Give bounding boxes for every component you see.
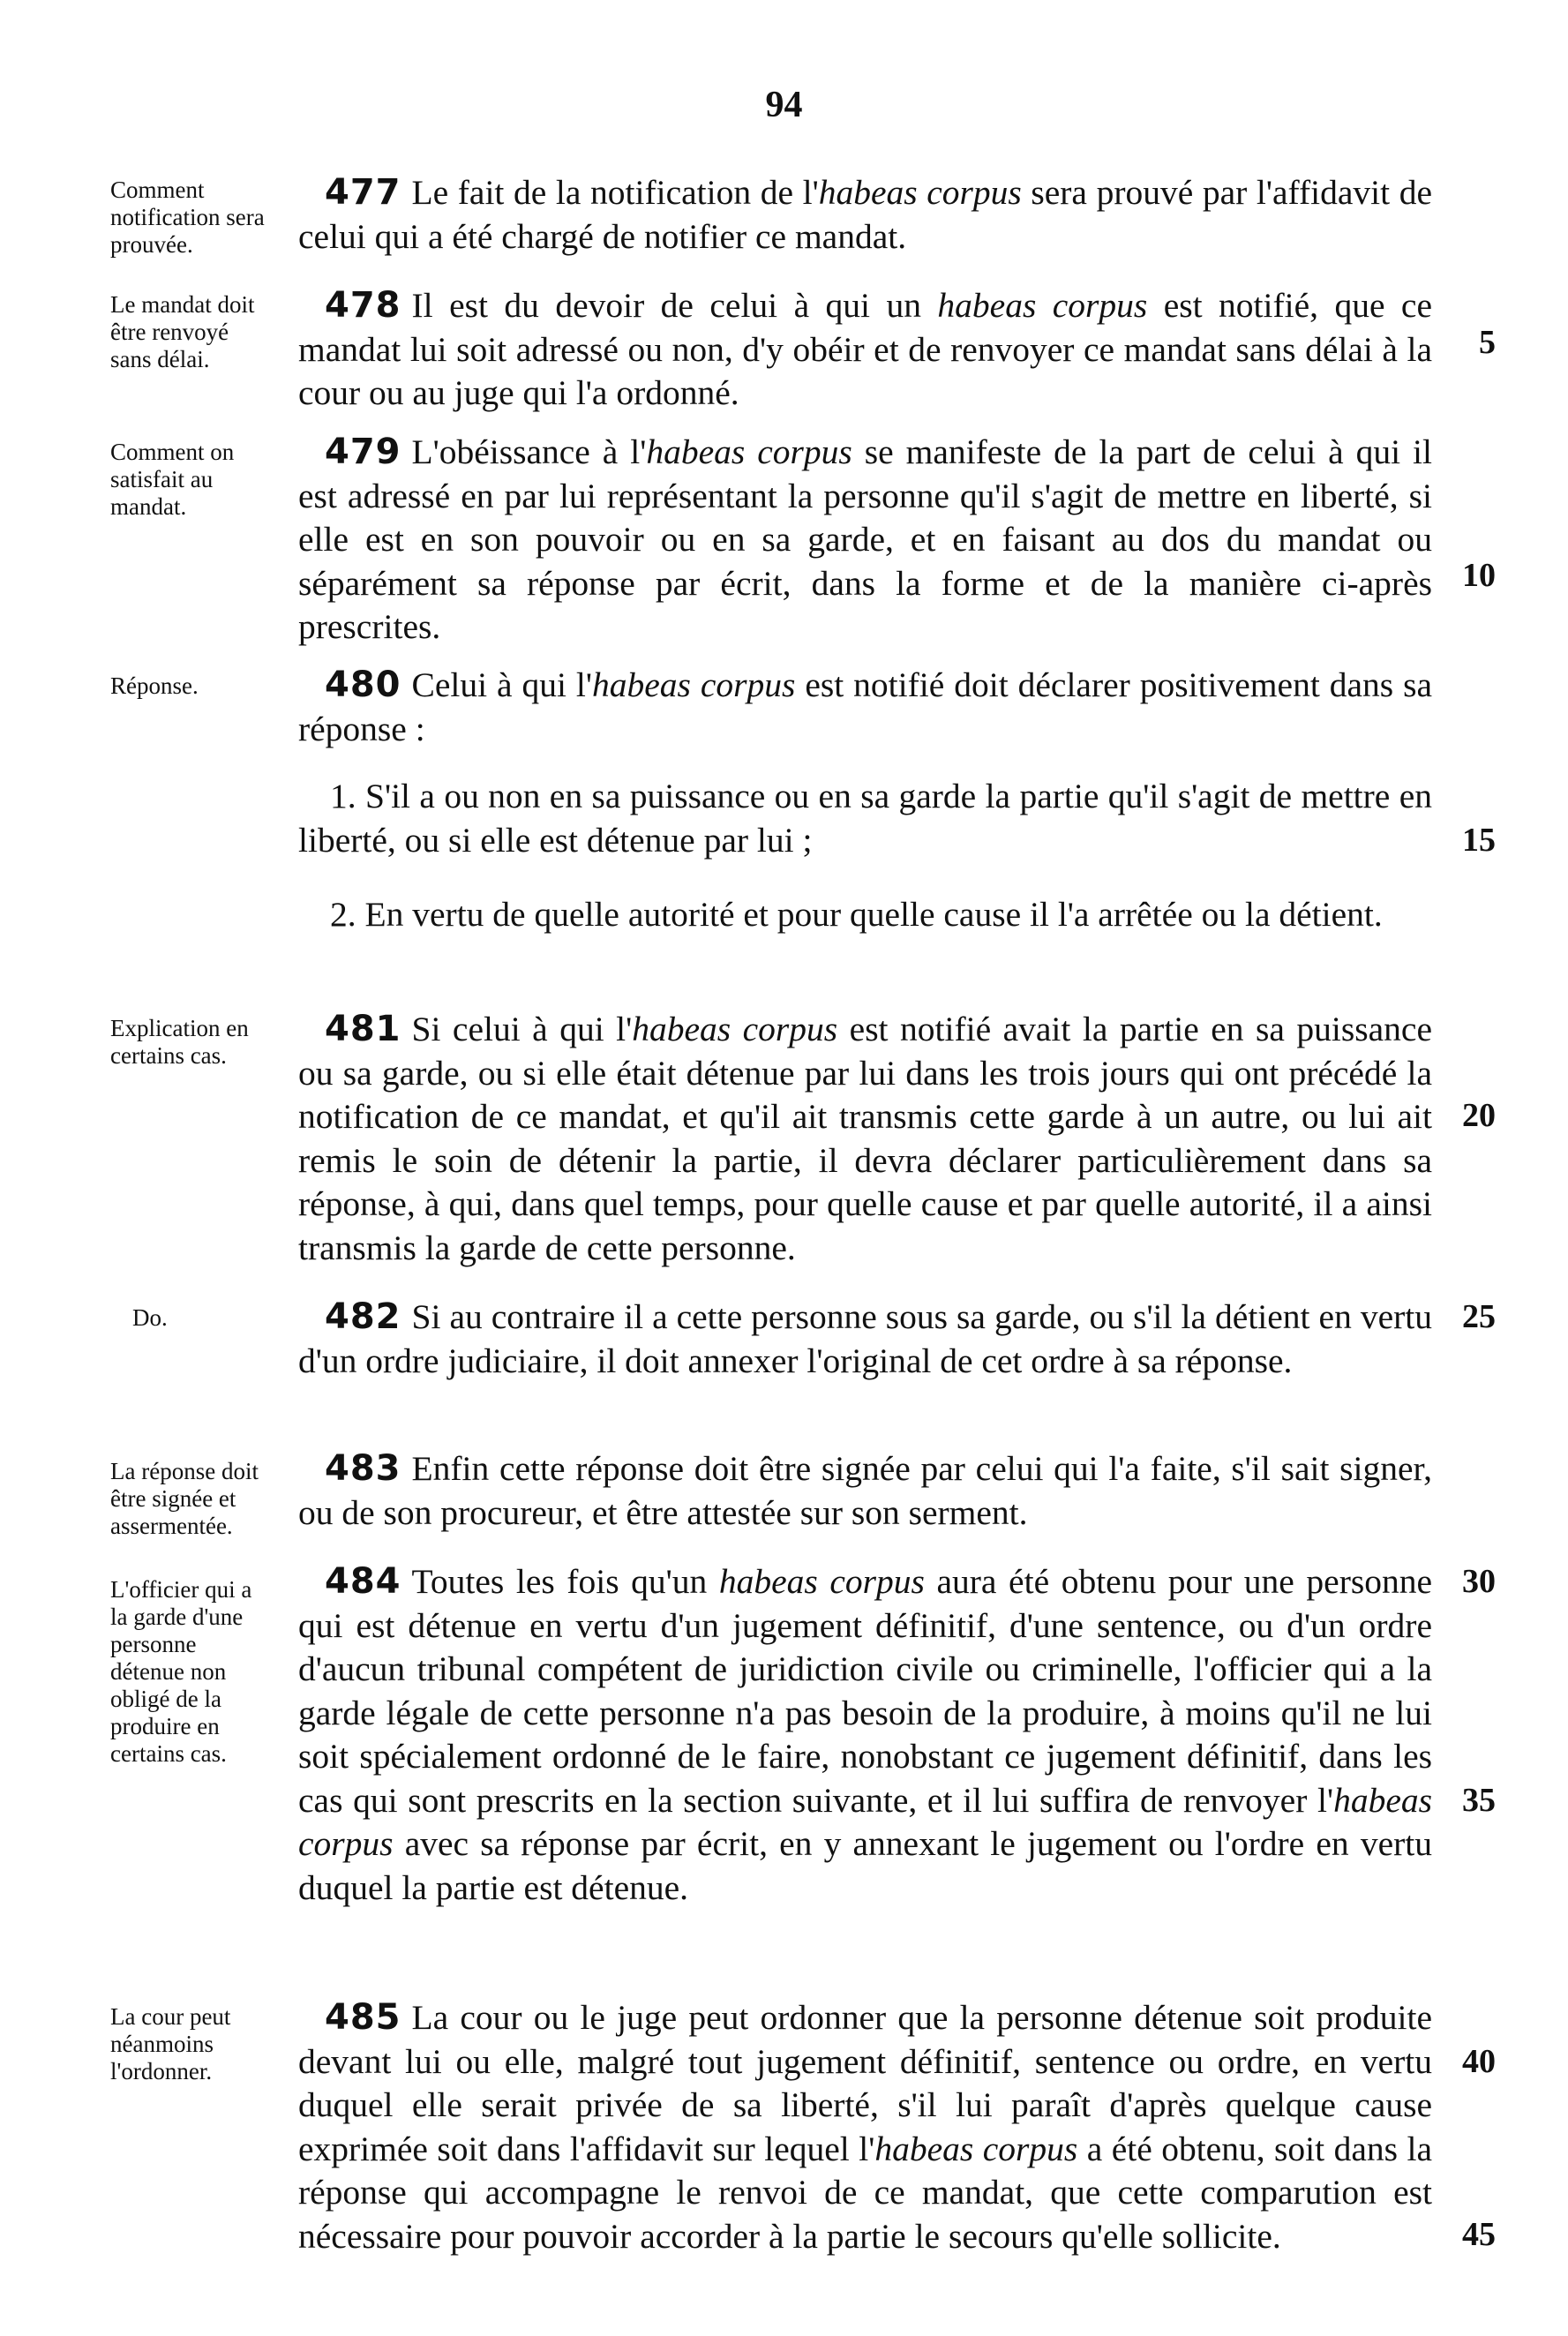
- line-number: 15: [1462, 822, 1496, 859]
- line-number: 40: [1462, 2043, 1496, 2080]
- line-number: 45: [1462, 2216, 1496, 2253]
- article-text: 481 Si celui à qui l'habeas corpus est notifié avait la partie en sa puissance ou sa garde, ou si elle était détenue par lui dans les trois jours qui ont précédé la notification de ce mandat, et qu'il ait transmis cette garde à un autre, ou lui ait remis le soin de détenir la partie, il devra déclarer particulièrement dans sa réponse, à qui, dans quel temps, pour quelle cause et par quelle autorité, il a ainsi transmis la garde de cette personne.: [298, 1009, 1432, 1267]
- article-text: 485 La cour ou le juge peut ordonner que la personne détenue soit produite devant lui ou elle, malgré tout jugement définitif, sentence ou ordre, en vertu duquel elle serait privée de sa liberté, s'il lui paraît d'après quelque cause exprimée soit dans l'affidavit sur lequel l'habeas corpus a été obtenu, soit dans la réponse qui accompagne le renvoi de ce mandat, que cette comparution est nécessaire pour pouvoir accorder à la partie le secours qu'elle sollicite.: [298, 1997, 1432, 2256]
- list-item: 2. En vertu de quelle autorité et pour quelle cause il l'a arrêtée ou la détient.: [330, 895, 1383, 934]
- margin-note: Comment notification sera prouvée.: [110, 177, 265, 258]
- article-text: 479 L'obéissance à l'habeas corpus se manifeste de la part de celui à qui il est adressé en par lui représentant la personne qu'il s'agit de mettre en liberté, si elle est en son pouvoir ou en sa garde, et en faisant au dos du mandat ou séparément sa réponse par écrit, dans la forme et de la manière ci-après prescrites.: [298, 432, 1432, 646]
- article-number: 483: [325, 1448, 401, 1489]
- article-number: 482: [325, 1296, 401, 1337]
- margin-note: Do.: [132, 1304, 168, 1331]
- line-number: 10: [1462, 557, 1496, 594]
- list-item: 1. S'il a ou non en sa puissance ou en sa garde la partie qu'il s'agit de mettre en liberté, ou si elle est détenue par lui ;: [298, 777, 1432, 860]
- line-number: 25: [1462, 1298, 1496, 1335]
- line-number: 5: [1479, 324, 1496, 361]
- article-text: 483 Enfin cette réponse doit être signée par celui qui l'a faite, s'il sait signer, ou de son procureur, et être attestée sur son serment.: [298, 1448, 1432, 1532]
- margin-note: Le mandat doit être renvoyé sans délai.: [110, 291, 255, 372]
- article-number: 481: [325, 1009, 401, 1049]
- article-number: 478: [325, 285, 401, 326]
- article-text: 482 Si au contraire il a cette personne sous sa garde, ou s'il la détient en vertu d'un ordre judiciaire, il doit annexer l'original de cet ordre à sa réponse.: [298, 1296, 1432, 1380]
- article-number: 479: [325, 432, 401, 472]
- margin-note: L'officier qui a la garde d'une personne détenue non obligé de la produire en certains cas.: [110, 1576, 252, 1767]
- margin-note: Explication en certains cas.: [110, 1015, 249, 1069]
- line-number: 35: [1462, 1782, 1496, 1819]
- page-number: 94: [765, 85, 803, 125]
- article-text: 484 Toutes les fois qu'un habeas corpus aura été obtenu pour une personne qui est détenue en vertu d'un jugement définitif, d'une sentence, ou d'un ordre d'aucun tribunal compétent de juridiction civile ou criminelle, l'officier qui a la garde légale de cette personne n'a pas besoin de la produire, à moins qu'il ne lui soit spécialement ordonné de le faire, nonobstant ce jugement définitif, dans les cas qui sont prescrits en la section suivante, et il lui suffira de renvoyer l'habeas corpus avec sa réponse par écrit, en y annexant le jugement ou l'ordre en vertu duquel la partie est détenue.: [298, 1561, 1432, 1907]
- line-number: 30: [1462, 1563, 1496, 1600]
- margin-note: La réponse doit être signée et assermentée.: [110, 1458, 259, 1539]
- margin-note: Comment on satisfait au mandat.: [110, 439, 235, 520]
- article-number: 477: [325, 172, 401, 213]
- line-number: 20: [1462, 1097, 1496, 1134]
- article-text: 478 Il est du devoir de celui à qui un habeas corpus est notifié, que ce mandat lui soit adressé ou non, d'y obéir et de renvoyer ce mandat sans délai à la cour ou au juge qui l'a ordonné.: [298, 285, 1432, 412]
- article-text: 480 Celui à qui l'habeas corpus est notifié doit déclarer positivement dans sa réponse :: [298, 665, 1432, 748]
- article-text: 477 Le fait de la notification de l'habeas corpus sera prouvé par l'affidavit de celui qui a été chargé de notifier ce mandat.: [298, 172, 1432, 256]
- margin-note: La cour peut néanmoins l'ordonner.: [110, 2003, 231, 2084]
- article-number: 480: [325, 665, 401, 705]
- article-number: 485: [325, 1997, 401, 2038]
- article-number: 484: [325, 1561, 401, 1602]
- margin-note: Réponse.: [110, 672, 199, 699]
